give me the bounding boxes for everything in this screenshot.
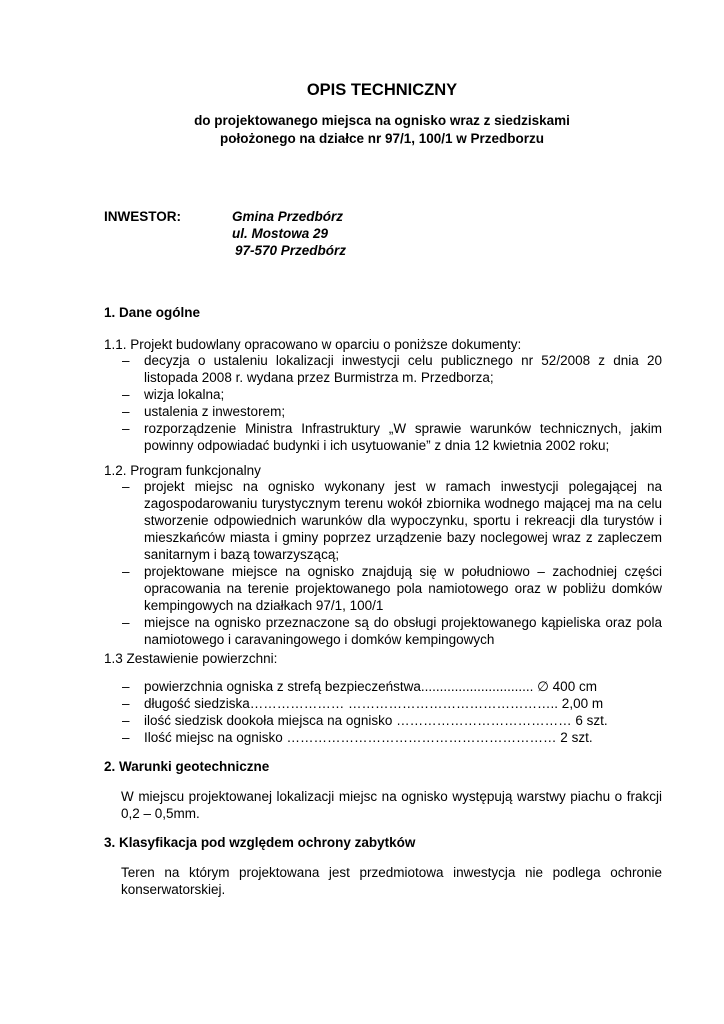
subtitle-line-2: położonego na działce nr 97/1, 100/1 w Przedborzu [219,131,545,146]
list-item: – długość siedziska………………… ……………………………………….. 2,00 m [122,695,662,712]
section-1-1-list [122,352,662,454]
list-item: – rozporządzenie Ministra Infrastruktury „W sprawie warunków technicznych, jakim powinny odpowiadać budynki i ich usytuowanie” z dnia 12 kwietnia 2002 roku; [122,420,662,454]
list-item: – miejsce na ognisko przeznaczone są do obsługi projektowanego kąpieliska oraz pola namiotowego i caravaningowego i domków kempingowych [122,614,662,648]
section-1-3-list [122,678,662,746]
section-1-2-list [122,478,662,648]
list-item: – powierzchnia ogniska z strefą bezpieczeństwa.............................. ∅ 400 cm [122,678,662,695]
list-item: – ustalenia z inwestorem; [122,403,662,420]
list-item: – Ilość miejsc na ognisko …………………………………………………… 2 szt. [122,729,662,746]
investor-address [232,208,346,259]
list-item: – ilość siedzisk dookoła miejsca na ognisko ………………………………… 6 szt. [122,712,662,729]
section-1-3-intro: 1.3 Zestawienie powierzchni: [104,651,278,666]
list-item: – wizja lokalna; [122,386,662,403]
investor-city: 97-570 Przedbórz [235,243,347,258]
investor-name: Gmina Przedbórz [232,209,344,224]
investor-label: INWESTOR: [104,209,181,224]
list-item: – projektowane miejsce na ognisko znajdują się w południowo – zachodniej części opracowania na terenie projektowanego pola namiotowego oraz w pobliżu domków kempingowych na działkach 97/1, 100/1 [122,563,662,614]
document-title: OPIS TECHNICZNY [306,81,458,99]
section-3-text: Teren na którym projektowana jest przedmiotowa inwestycja nie podlega ochronie konserwatorskiej. [121,865,662,897]
section-1-2-intro: 1.2. Program funkcjonalny [104,463,261,478]
list-item: – projekt miejsc na ognisko wykonany jest w ramach inwestycji polegającej na zagospodarowaniu turystycznym terenu wokół zbiornika wodnego mającej ma na celu stworzenie odpowiednich warunków dla wypoczynku, sportu i rekreacji dla turystów i mieszkańców miasta i gminy poprzez urządzenie bazy noclegowej wraz z zapleczem sanitarnym i bazą towarzyszącą; [122,478,662,563]
section-1-1-intro: 1.1. Projekt budowlany opracowano w oparciu o poniższe dokumenty: [104,337,522,352]
subtitle-line-1: do projektowanego miejsca na ognisko wraz z siedziskami [194,113,570,128]
section-2-heading: 2. Warunki geotechniczne [104,759,270,774]
investor-street: ul. Mostowa 29 [232,226,329,241]
section-3-heading: 3. Klasyfikacja pod względem ochrony zabytków [104,835,416,850]
document-subtitle [0,112,724,148]
section-1-heading: 1. Dane ogólne [104,305,201,320]
list-item: – decyzja o ustaleniu lokalizacji inwestycji celu publicznego nr 52/2008 z dnia 20 listopada 2008 r. wydana przez Burmistrza m. Przedborza; [122,352,662,386]
section-2-text: W miejscu projektowanej lokalizacji miejsc na ognisko występują warstwy piachu o frakcji 0,2 – 0,5mm. [121,789,662,821]
